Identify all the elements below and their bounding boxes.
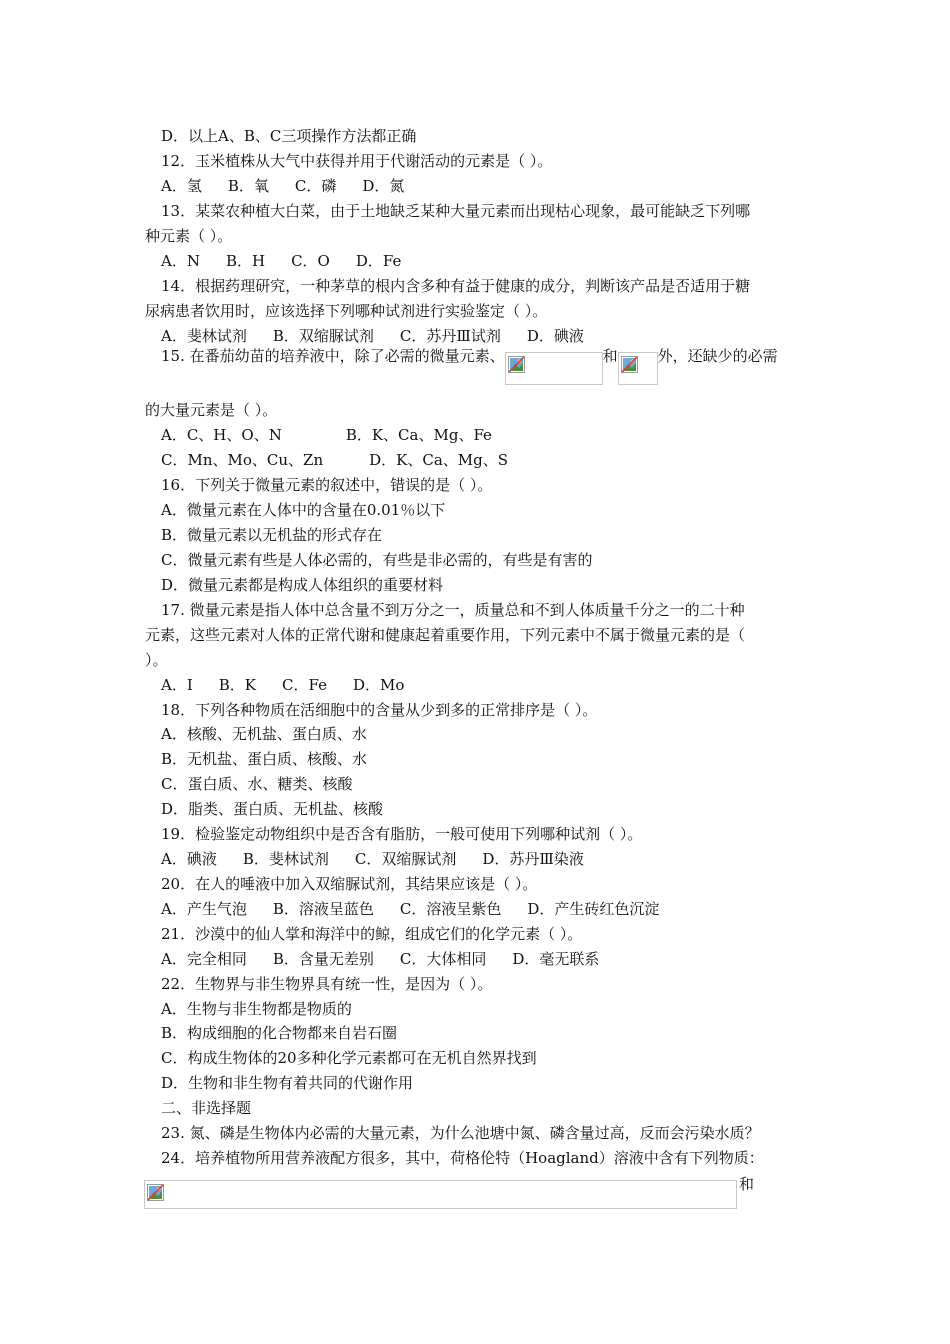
question-15-cont: 的大量元素是（ ）。 [145, 401, 278, 419]
option-a: A．N [161, 252, 200, 270]
question-23: 23. 氮、磷是生物体内必需的大量元素，为什么池塘中氮、磷含量过高，反而会污染水质？ [161, 1124, 760, 1142]
option-d: D．碘液 [526, 327, 584, 345]
question-17: 17. 微量元素是指人体中总含量不到万分之一，质量总和不到人体质量千分之一的二十种 [161, 601, 745, 619]
option-c: C．双缩脲试剂 [354, 850, 457, 868]
option-a: A．斐林试剂 [161, 327, 247, 345]
option-a: A．生物与非生物都是物质的 [161, 1000, 352, 1018]
question-15-options-row1 [161, 425, 810, 447]
question-20-options [161, 899, 810, 921]
question-13: 13．某菜农种植大白菜，由于土地缺乏某种大量元素而出现枯心现象，最可能缺乏下列哪 [161, 202, 751, 220]
broken-image-placeholder [505, 352, 603, 385]
option-a: A．完全相同 [161, 950, 247, 968]
question-15-text: 15. 在番茄幼苗的培养液中，除了必需的微量元素、 [161, 347, 505, 365]
section-heading: 二、非选择题 [161, 1099, 252, 1117]
option-c: C．大体相同 [399, 950, 487, 968]
question-19-options [161, 849, 810, 871]
option-b: B．溶液呈蓝色 [272, 900, 374, 918]
option-a: A．C、H、O、N [161, 426, 282, 444]
question-15 [161, 346, 778, 386]
option-c: C．溶液呈紫色 [399, 900, 502, 918]
option-b: B．K [218, 676, 256, 694]
question-20: 20．在人的唾液中加入双缩脲试剂，其结果应该是（ ）。 [161, 875, 538, 893]
question-19: 19．检验鉴定动物组织中是否含有脂肪，一般可使用下列哪种试剂（ ）。 [161, 825, 643, 843]
broken-image-placeholder [144, 1180, 737, 1209]
option-c: C．Mn、Mo、Cu、Zn [161, 451, 324, 469]
option-text: D．以上A、B、C三项操作方法都正确 [161, 127, 417, 145]
option-d: D．生物和非生物有着共同的代谢作用 [161, 1074, 414, 1092]
option-d: D．微量元素都是构成人体组织的重要材料 [161, 576, 444, 594]
option-a: A．I [161, 676, 193, 694]
option-b: B．构成细胞的化合物都来自岩石圈 [161, 1024, 398, 1042]
question-15-text-tail: 外，还缺少的必需 [657, 347, 778, 365]
question-14: 14．根据药理研究，一种茅草的根内含多种有益于健康的成分，判断该产品是否适用于糖 [161, 277, 751, 295]
question-18: 18．下列各种物质在活细胞中的含量从少到多的正常排序是（ ）。 [161, 701, 598, 719]
question-13-cont: 种元素（ ）。 [145, 227, 233, 245]
question-17-cont: 元素，这些元素对人体的正常代谢和健康起着重要作用，下列元素中不属于微量元素的是（ [145, 626, 746, 644]
broken-image-icon [508, 356, 525, 373]
option-c: C．磷 [294, 177, 337, 195]
broken-image-icon [621, 356, 638, 373]
question-21: 21．沙漠中的仙人掌和海洋中的鲸，组成它们的化学元素（ ）。 [161, 925, 583, 943]
option-b: B．K、Ca、Mg、Fe [345, 426, 492, 444]
question-17-cont: ）。 [145, 651, 168, 669]
question-24: 24．培养植物所用营养液配方很多，其中，荷格伦特（Hoagland）溶液中含有下列物质： [161, 1149, 764, 1167]
broken-image-placeholder [618, 352, 658, 385]
option-b: B．微量元素以无机盐的形式存在 [161, 526, 383, 544]
question-13-options [161, 251, 810, 273]
option-d: D．脂类、蛋白质、无机盐、核酸 [161, 800, 384, 818]
question-16: 16．下列关于微量元素的叙述中，错误的是（ ）。 [161, 476, 493, 494]
option-d: D．K、Ca、Mg、S [369, 451, 508, 469]
option-b: B．H [225, 252, 266, 270]
question-14-cont: 尿病患者饮用时，应该选择下列哪种试剂进行实验鉴定（ ）。 [145, 302, 548, 320]
option-d: D．Mo [352, 676, 405, 694]
option-c: C．蛋白质、水、糖类、核酸 [161, 775, 353, 793]
option-c: C．O [291, 252, 330, 270]
option-d: D．Fe [355, 252, 402, 270]
question-24-and: 和 [739, 1175, 755, 1193]
option-b: B．氧 [227, 177, 269, 195]
question-12: 12．玉米植株从大气中获得并用于代谢活动的元素是（ ）。 [161, 152, 553, 170]
option-a: A．核酸、无机盐、蛋白质、水 [161, 725, 367, 743]
option-b: B．含量无差别 [272, 950, 374, 968]
question-17-options [161, 675, 810, 697]
question-15-and: 和 [602, 347, 618, 365]
option-c: C．苏丹Ⅲ试剂 [399, 327, 501, 345]
option-b: B．双缩脲试剂 [272, 327, 374, 345]
option-c: C．构成生物体的20多种化学元素都可在无机自然界找到 [161, 1049, 537, 1067]
option-d: D．产生砖红色沉淀 [527, 900, 660, 918]
option-b: B．无机盐、蛋白质、核酸、水 [161, 750, 368, 768]
option-c: C．Fe [282, 676, 327, 694]
option-a: A．氢 [161, 177, 202, 195]
option-d: D．氮 [362, 177, 405, 195]
option-b: B．斐林试剂 [242, 850, 329, 868]
option-d: D．毫无联系 [512, 950, 600, 968]
broken-image-icon [147, 1184, 164, 1201]
option-a: A．产生气泡 [161, 900, 247, 918]
option-a: A．微量元素在人体中的含量在0.01％以下 [161, 501, 446, 519]
question-12-options [161, 176, 810, 198]
question-15-options-row2 [161, 450, 810, 472]
option-c: C．微量元素有些是人体必需的，有些是非必需的，有些是有害的 [161, 551, 593, 569]
option-d: D．苏丹Ⅲ染液 [482, 850, 584, 868]
option-a: A．碘液 [161, 850, 217, 868]
question-14-options [161, 326, 810, 348]
question-22: 22．生物界与非生物界具有统一性，是因为（ ）。 [161, 975, 493, 993]
question-21-options [161, 949, 810, 971]
